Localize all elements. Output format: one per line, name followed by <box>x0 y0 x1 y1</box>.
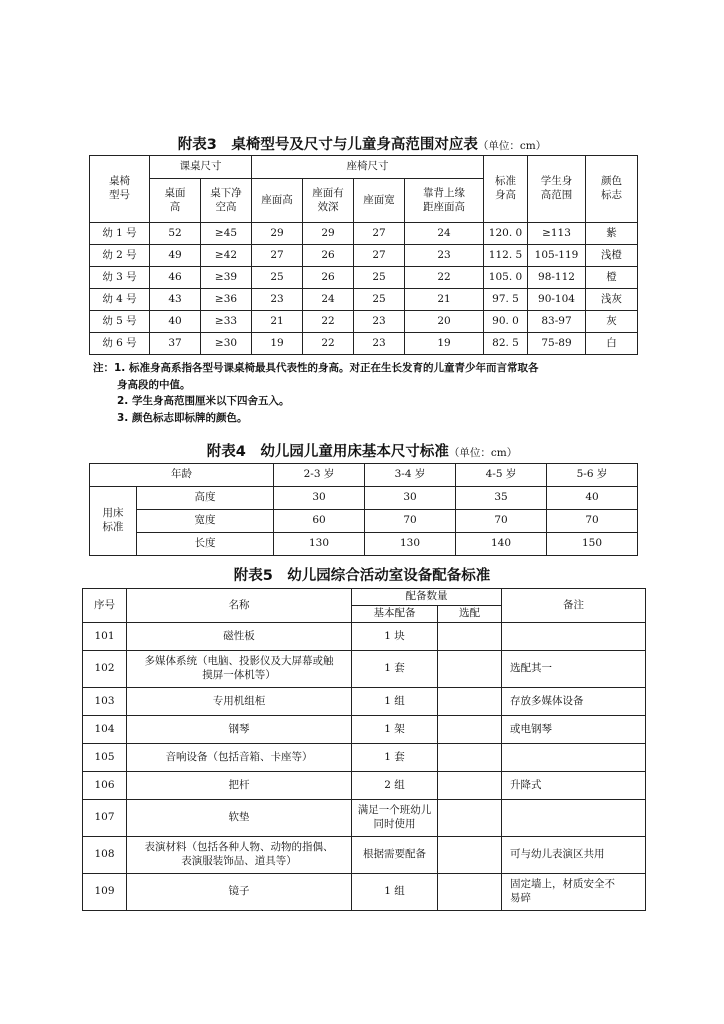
table3-title <box>0 133 724 154</box>
item-remark-cell: 或电钢琴 <box>502 716 646 744</box>
row-label: 长度 <box>137 533 274 556</box>
bed-standard-label: 用床 标准 <box>90 487 137 556</box>
table3-cell: 27 <box>252 245 303 267</box>
item-basic-cell: 1 组 <box>352 688 438 716</box>
table3-cell: 27 <box>354 223 405 245</box>
value-cell: 30 <box>274 487 365 510</box>
item-optional-cell <box>438 772 502 800</box>
header-desk-size: 课桌尺寸 <box>150 156 252 179</box>
item-basic-cell: 1 组 <box>352 874 438 911</box>
table3-row <box>90 245 638 267</box>
table5-row <box>83 744 646 772</box>
table3-cell: 24 <box>303 289 354 311</box>
model-cell: 幼 1 号 <box>90 223 150 245</box>
table3-cell: 橙 <box>586 267 638 289</box>
model-cell: 幼 4 号 <box>90 289 150 311</box>
table3-row <box>90 223 638 245</box>
item-remark-cell: 可与幼儿表演区共用 <box>502 837 646 874</box>
table3-cell: 24 <box>405 223 484 245</box>
table3-cell: 29 <box>303 223 354 245</box>
table5-row <box>83 623 646 651</box>
item-remark-cell: 升降式 <box>502 772 646 800</box>
item-name-cell: 音响设备（包括音箱、卡座等） <box>127 744 352 772</box>
table3-cell: 浅灰 <box>586 289 638 311</box>
header-model: 桌椅 型号 <box>90 156 150 223</box>
table5-title-text: 附表5 幼儿园综合活动室设备配备标准 <box>233 568 491 584</box>
item-no-cell: 105 <box>83 744 127 772</box>
item-no-cell: 103 <box>83 688 127 716</box>
item-basic-cell: 1 块 <box>352 623 438 651</box>
table3-cell: 23 <box>252 289 303 311</box>
table3-cell: 49 <box>150 245 201 267</box>
header-desk-height: 桌面 高 <box>150 179 201 223</box>
table4-unit: （单位：cm） <box>448 447 518 459</box>
item-name-cell: 多媒体系统（电脑、投影仪及大屏幕或触 摸屏一体机等） <box>127 651 352 688</box>
table5-row <box>83 688 646 716</box>
note-2: 2. 学生身高范围厘米以下四舍五入。 <box>117 395 290 407</box>
note-1: 注：1. 标准身高系指各型号课桌椅最具代表性的身高。对正在生长发育的儿童青少年而言常取各 <box>93 362 539 374</box>
table3-body <box>90 223 638 355</box>
table3-cell: 26 <box>303 267 354 289</box>
item-basic-cell: 2 组 <box>352 772 438 800</box>
table3-cell: 43 <box>150 289 201 311</box>
table3-row <box>90 267 638 289</box>
table5-row <box>83 772 646 800</box>
value-cell: 150 <box>547 533 638 556</box>
item-optional-cell <box>438 688 502 716</box>
item-name-cell: 专用机组柜 <box>127 688 352 716</box>
table3-cell: ≥36 <box>201 289 252 311</box>
header-name: 名称 <box>127 589 352 623</box>
item-no-cell: 107 <box>83 800 127 837</box>
note-1-continued: 身高段的中值。 <box>117 378 191 391</box>
table3-cell: 105. 0 <box>484 267 528 289</box>
header-no: 序号 <box>83 589 127 623</box>
table5-row <box>83 800 646 837</box>
row-label: 宽度 <box>137 510 274 533</box>
item-basic-cell: 根据需要配备 <box>352 837 438 874</box>
value-cell: 35 <box>456 487 547 510</box>
item-basic-cell: 满足一个班幼儿 同时使用 <box>352 800 438 837</box>
item-optional-cell <box>438 874 502 911</box>
table5 <box>82 588 646 911</box>
table3-row <box>90 289 638 311</box>
table3-cell: 23 <box>354 311 405 333</box>
table3-cell: 19 <box>252 333 303 355</box>
table3-cell: 22 <box>303 333 354 355</box>
item-no-cell: 104 <box>83 716 127 744</box>
header-height-range: 学生身 高范围 <box>528 156 586 223</box>
table3-cell: 90-104 <box>528 289 586 311</box>
table3-cell: ≥39 <box>201 267 252 289</box>
table3-cell: 浅橙 <box>586 245 638 267</box>
item-optional-cell <box>438 651 502 688</box>
table3-cell: 29 <box>252 223 303 245</box>
item-optional-cell <box>438 744 502 772</box>
item-no-cell: 102 <box>83 651 127 688</box>
item-remark-cell: 选配其一 <box>502 651 646 688</box>
table3-cell: ≥33 <box>201 311 252 333</box>
item-no-cell: 101 <box>83 623 127 651</box>
item-optional-cell <box>438 837 502 874</box>
row-label: 高度 <box>137 487 274 510</box>
header-seat-height: 座面高 <box>252 179 303 223</box>
value-cell: 40 <box>547 487 638 510</box>
age-col: 4-5 岁 <box>456 464 547 487</box>
table3 <box>89 155 638 355</box>
table3-cell: 灰 <box>586 311 638 333</box>
item-basic-cell: 1 架 <box>352 716 438 744</box>
table3-cell: 23 <box>405 245 484 267</box>
table3-cell: 19 <box>405 333 484 355</box>
item-optional-cell <box>438 716 502 744</box>
table3-cell: 22 <box>303 311 354 333</box>
table3-notes <box>93 360 653 426</box>
table3-cell: 112. 5 <box>484 245 528 267</box>
age-col: 2-3 岁 <box>274 464 365 487</box>
table3-cell: 25 <box>354 267 405 289</box>
table3-row <box>90 333 638 355</box>
value-cell: 70 <box>365 510 456 533</box>
table3-unit: （单位：cm） <box>477 140 547 152</box>
header-backrest: 靠背上缘 距座面高 <box>405 179 484 223</box>
table3-cell: 27 <box>354 245 405 267</box>
table3-cell: 22 <box>405 267 484 289</box>
table5-body <box>83 623 646 911</box>
table5-title <box>0 564 724 585</box>
table3-cell: 120. 0 <box>484 223 528 245</box>
table5-row <box>83 837 646 874</box>
table3-cell: 105-119 <box>528 245 586 267</box>
header-desk-clearance: 桌下净 空高 <box>201 179 252 223</box>
table3-title-text: 附表3 桌椅型号及尺寸与儿童身高范围对应表 <box>177 137 478 153</box>
header-optional: 选配 <box>438 606 502 623</box>
item-name-cell: 镜子 <box>127 874 352 911</box>
item-no-cell: 109 <box>83 874 127 911</box>
header-std-height: 标准 身高 <box>484 156 528 223</box>
table3-row <box>90 311 638 333</box>
table3-cell: 52 <box>150 223 201 245</box>
header-chair-size: 座椅尺寸 <box>252 156 484 179</box>
item-no-cell: 106 <box>83 772 127 800</box>
table3-cell: 25 <box>354 289 405 311</box>
item-remark-cell: 存放多媒体设备 <box>502 688 646 716</box>
value-cell: 60 <box>274 510 365 533</box>
table5-row <box>83 716 646 744</box>
header-age: 年龄 <box>90 464 274 487</box>
item-optional-cell <box>438 800 502 837</box>
table3-cell: 23 <box>354 333 405 355</box>
table3-cell: 37 <box>150 333 201 355</box>
age-col: 5-6 岁 <box>547 464 638 487</box>
table3-cell: 21 <box>252 311 303 333</box>
table3-cell: ≥42 <box>201 245 252 267</box>
model-cell: 幼 3 号 <box>90 267 150 289</box>
table3-cell: 46 <box>150 267 201 289</box>
model-cell: 幼 5 号 <box>90 311 150 333</box>
table5-row <box>83 874 646 911</box>
item-no-cell: 108 <box>83 837 127 874</box>
value-cell: 30 <box>365 487 456 510</box>
value-cell: 70 <box>547 510 638 533</box>
table3-cell: 98-112 <box>528 267 586 289</box>
table3-cell: ≥30 <box>201 333 252 355</box>
table5-row <box>83 651 646 688</box>
header-remark: 备注 <box>502 589 646 623</box>
table4 <box>89 463 638 556</box>
item-basic-cell: 1 套 <box>352 651 438 688</box>
item-remark-cell <box>502 744 646 772</box>
item-remark-cell: 固定墙上，材质安全不 易碎 <box>502 874 646 911</box>
table3-cell: 21 <box>405 289 484 311</box>
table3-cell: 40 <box>150 311 201 333</box>
table3-cell: 82. 5 <box>484 333 528 355</box>
table3-cell: 75-89 <box>528 333 586 355</box>
table3-cell: ≥113 <box>528 223 586 245</box>
value-cell: 70 <box>456 510 547 533</box>
header-color: 颜色 标志 <box>586 156 638 223</box>
table3-cell: ≥45 <box>201 223 252 245</box>
item-name-cell: 表演材料（包括各种人物、动物的指偶、 表演服装饰品、道具等） <box>127 837 352 874</box>
value-cell: 130 <box>365 533 456 556</box>
model-cell: 幼 6 号 <box>90 333 150 355</box>
note-3: 3. 颜色标志即标牌的颜色。 <box>117 411 248 424</box>
table4-title <box>0 440 724 461</box>
item-name-cell: 把杆 <box>127 772 352 800</box>
item-name-cell: 磁性板 <box>127 623 352 651</box>
table3-cell: 20 <box>405 311 484 333</box>
item-name-cell: 软垫 <box>127 800 352 837</box>
table3-cell: 83-97 <box>528 311 586 333</box>
header-basic: 基本配备 <box>352 606 438 623</box>
item-optional-cell <box>438 623 502 651</box>
table4-title-text: 附表4 幼儿园儿童用床基本尺寸标准 <box>206 444 449 460</box>
model-cell: 幼 2 号 <box>90 245 150 267</box>
header-qty: 配备数量 <box>352 589 502 606</box>
table3-cell: 97. 5 <box>484 289 528 311</box>
table3-cell: 26 <box>303 245 354 267</box>
item-remark-cell <box>502 800 646 837</box>
table3-cell: 白 <box>586 333 638 355</box>
table3-cell: 25 <box>252 267 303 289</box>
header-seat-width: 座面宽 <box>354 179 405 223</box>
table3-cell: 90. 0 <box>484 311 528 333</box>
value-cell: 140 <box>456 533 547 556</box>
header-seat-depth: 座面有 效深 <box>303 179 354 223</box>
item-name-cell: 钢琴 <box>127 716 352 744</box>
item-basic-cell: 1 套 <box>352 744 438 772</box>
item-remark-cell <box>502 623 646 651</box>
value-cell: 130 <box>274 533 365 556</box>
age-col: 3-4 岁 <box>365 464 456 487</box>
table3-cell: 紫 <box>586 223 638 245</box>
